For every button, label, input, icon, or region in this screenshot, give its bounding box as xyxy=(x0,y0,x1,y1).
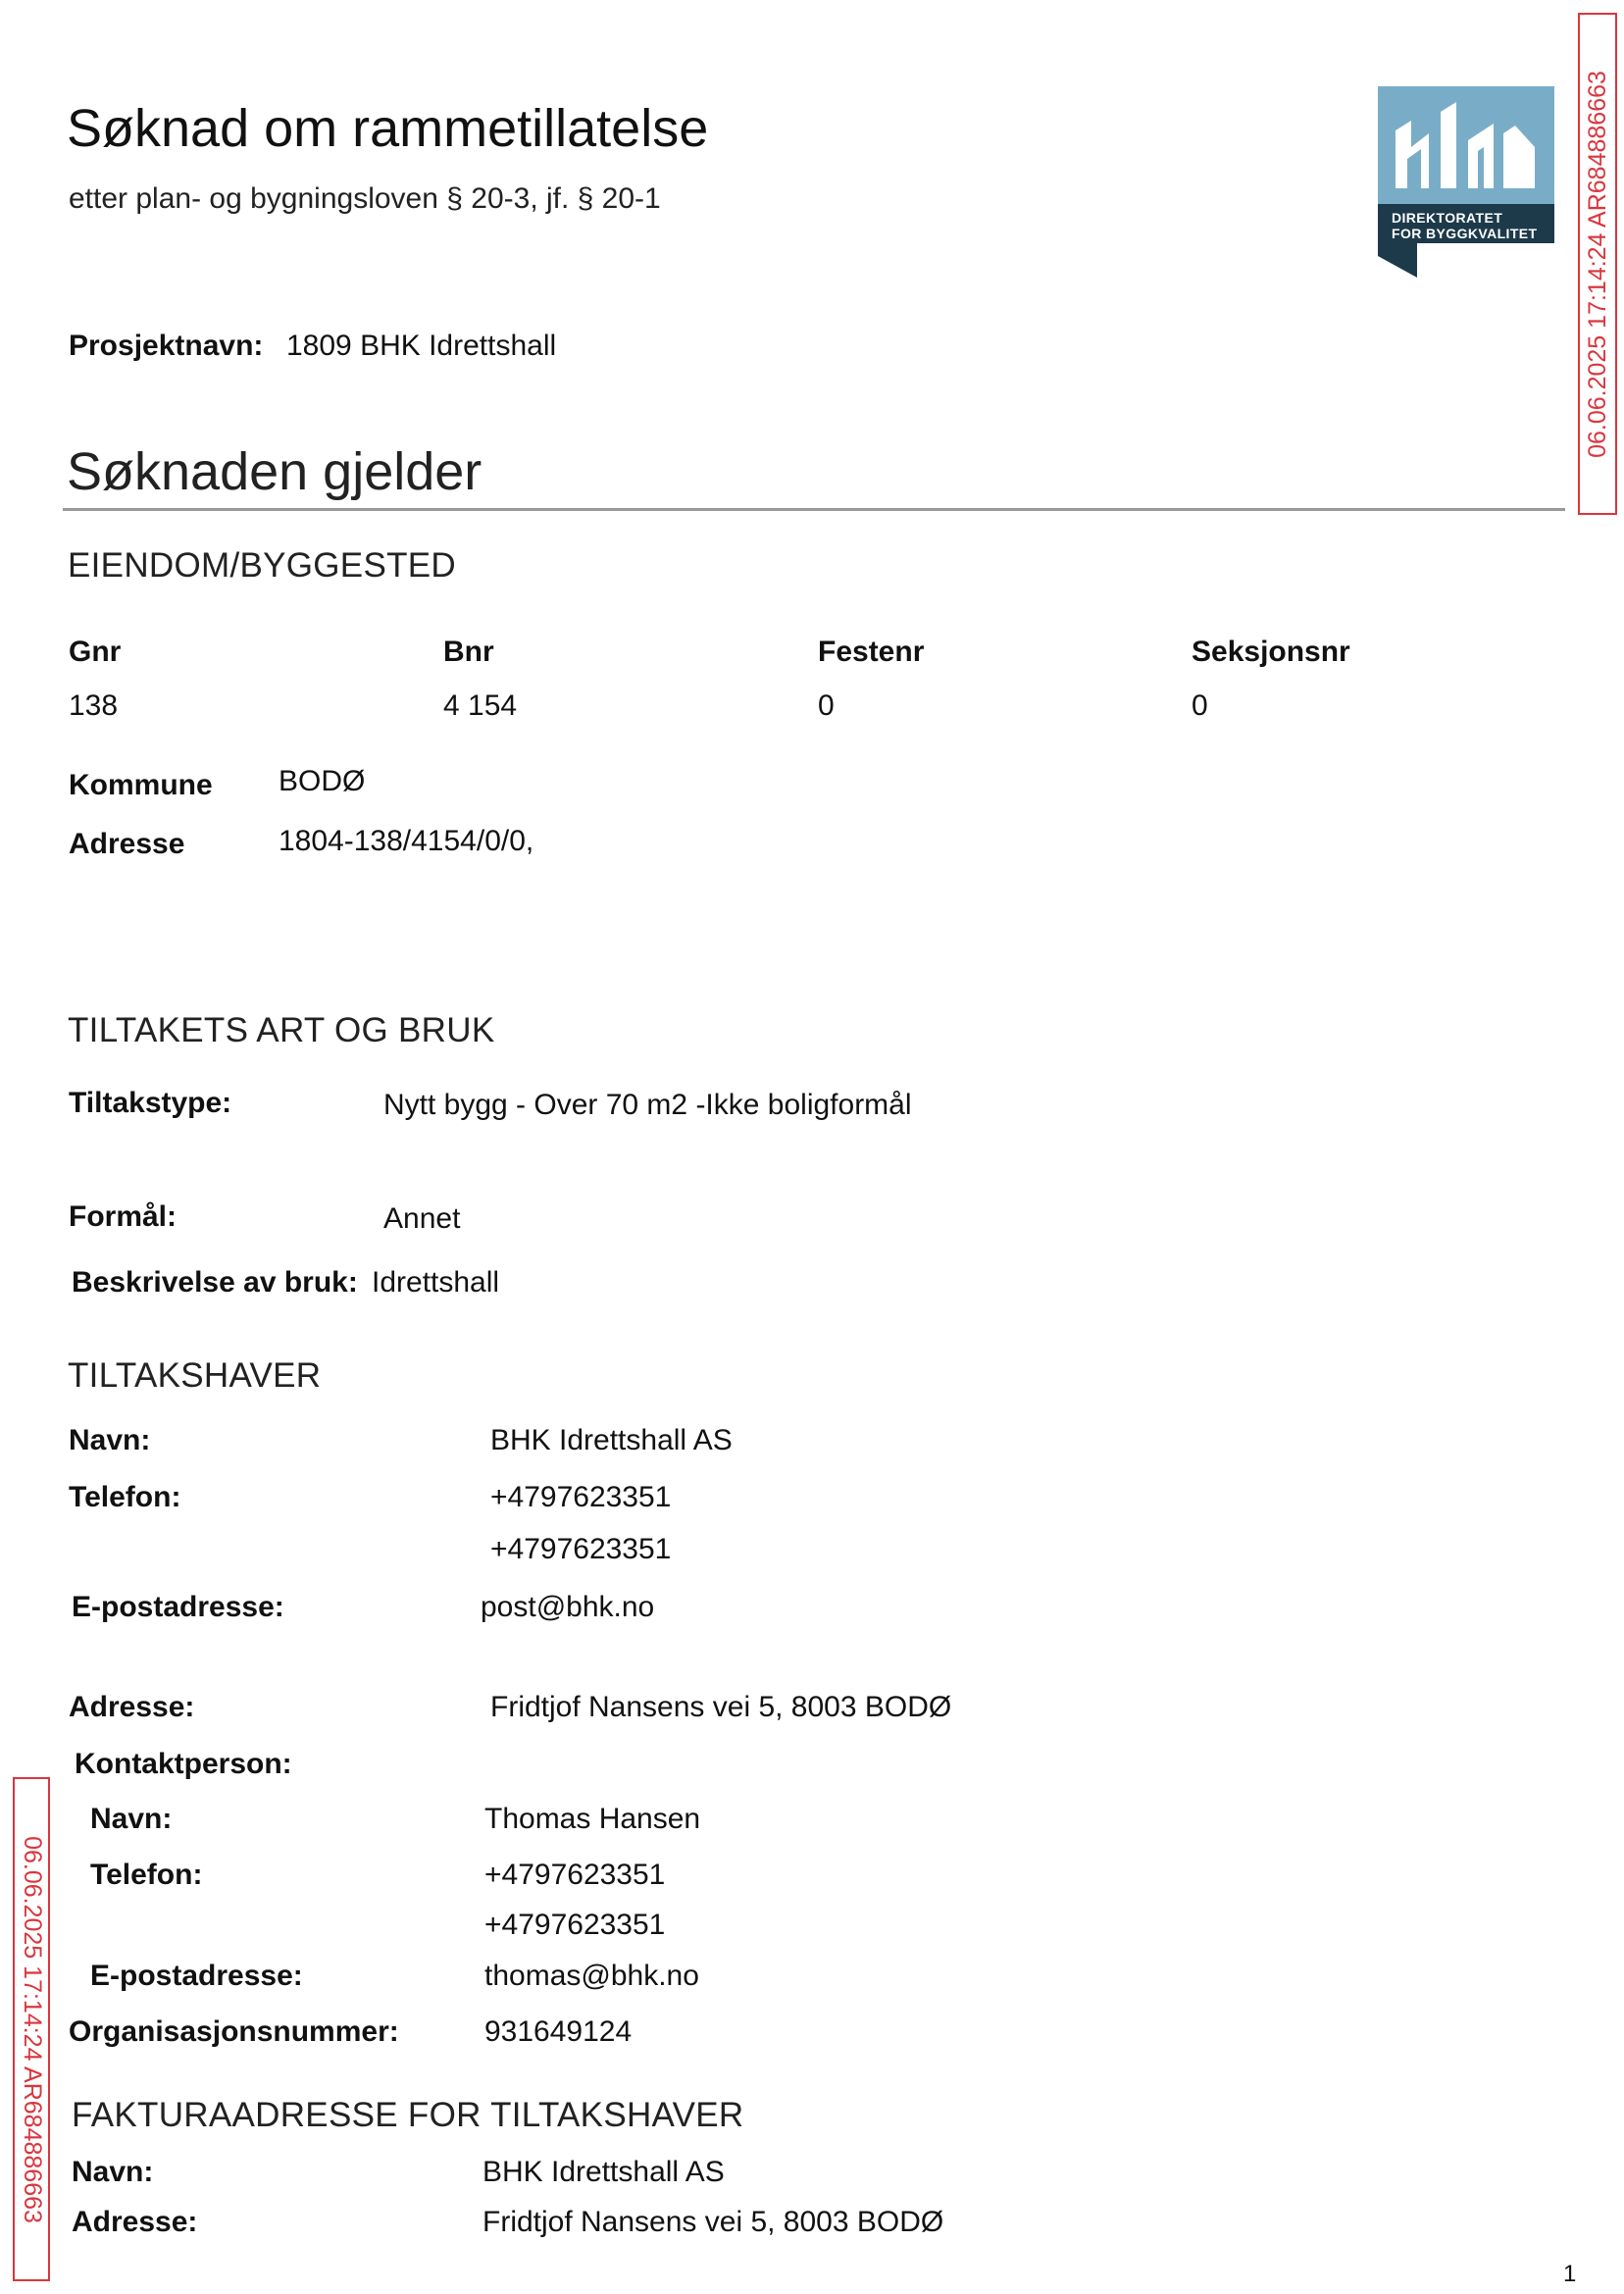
tiltakstype-value: Nytt bygg - Over 70 m2 -Ikke boligformål xyxy=(383,1089,912,1121)
kontaktperson-label: Kontaktperson: xyxy=(75,1748,292,1780)
faktura-adresse-value: Fridtjof Nansens vei 5, 8003 BODØ xyxy=(482,2206,944,2238)
gnr-value: 138 xyxy=(69,689,119,722)
kontakt-telefon-label: Telefon: xyxy=(90,1859,203,1891)
tiltakshaver-navn-label: Navn: xyxy=(69,1424,151,1456)
tiltakshaver-navn-value: BHK Idrettshall AS xyxy=(490,1424,733,1456)
kommune-label: Kommune xyxy=(69,769,213,801)
faktura-heading: FAKTURAADRESSE FOR TILTAKSHAVER xyxy=(72,2096,744,2134)
orgnr-value: 931649124 xyxy=(484,2015,633,2048)
faktura-adresse-label: Adresse: xyxy=(72,2206,198,2238)
tiltakstype-label: Tiltakstype: xyxy=(69,1087,232,1119)
date-stamp-right xyxy=(1578,13,1617,515)
document-subtitle: etter plan- og bygningsloven § 20-3, jf. § 20-1 xyxy=(69,182,661,215)
logo-graphic xyxy=(1378,86,1554,278)
kontakt-navn-label: Navn: xyxy=(90,1803,173,1835)
seksjonsnr-label: Seksjonsnr xyxy=(1192,636,1350,668)
tiltak-heading: TILTAKETS ART OG BRUK xyxy=(68,1011,495,1049)
bruk-label: Beskrivelse av bruk: xyxy=(72,1266,358,1299)
project-name-label: Prosjektnavn: xyxy=(69,330,264,362)
logo-text-line1: DIREKTORATET xyxy=(1392,210,1503,226)
document-title: Søknad om rammetillatelse xyxy=(67,99,709,158)
tiltakshaver-epost-label: E-postadresse: xyxy=(72,1591,284,1623)
bruk-value: Idrettshall xyxy=(372,1266,500,1299)
festenr-label: Festenr xyxy=(818,636,925,668)
festenr-value: 0 xyxy=(818,689,835,722)
property-heading: EIENDOM/BYGGESTED xyxy=(68,546,456,585)
orgnr-label: Organisasjonsnummer: xyxy=(69,2015,399,2048)
formal-value: Annet xyxy=(383,1202,461,1235)
kontakt-navn-value: Thomas Hansen xyxy=(484,1803,701,1835)
section-heading: Søknaden gjelder xyxy=(67,442,482,501)
tiltakshaver-telefon-1: +4797623351 xyxy=(490,1481,672,1513)
tiltakshaver-adresse-label: Adresse: xyxy=(69,1691,195,1723)
kontakt-epost-label: E-postadresse: xyxy=(90,1960,303,1992)
tiltakshaver-adresse-value: Fridtjof Nansens vei 5, 8003 BODØ xyxy=(490,1691,952,1723)
dibk-logo xyxy=(1378,86,1554,278)
seksjonsnr-value: 0 xyxy=(1192,689,1208,722)
page-number: 1 xyxy=(1563,2261,1577,2287)
kommune-value: BODØ xyxy=(279,765,366,797)
date-stamp-left xyxy=(13,1777,50,2281)
kontakt-epost-value: thomas@bhk.no xyxy=(484,1960,699,1992)
formal-label: Formål: xyxy=(69,1200,178,1233)
tiltakshaver-telefon-2: +4797623351 xyxy=(490,1533,672,1565)
section-divider xyxy=(63,508,1565,511)
bnr-value: 4 154 xyxy=(443,689,518,722)
faktura-navn-label: Navn: xyxy=(72,2156,154,2188)
tiltakshaver-heading: TILTAKSHAVER xyxy=(68,1356,322,1395)
bnr-label: Bnr xyxy=(443,636,494,668)
project-name-value: 1809 BHK Idrettshall xyxy=(286,330,557,362)
tiltakshaver-epost-value: post@bhk.no xyxy=(481,1591,655,1623)
faktura-navn-value: BHK Idrettshall AS xyxy=(482,2156,725,2188)
date-stamp-text: 06.06.2025 17:14:24 AR684886663 xyxy=(18,1835,46,2223)
date-stamp-text: 06.06.2025 17:14:24 AR684886663 xyxy=(1583,70,1611,458)
tiltakshaver-telefon-label: Telefon: xyxy=(69,1481,181,1513)
logo-text-line2: FOR BYGGKVALITET xyxy=(1392,226,1538,241)
kontakt-telefon-1: +4797623351 xyxy=(484,1859,666,1891)
adresse-label: Adresse xyxy=(69,828,185,860)
adresse-value: 1804-138/4154/0/0, xyxy=(279,825,534,857)
kontakt-telefon-2: +4797623351 xyxy=(484,1909,666,1941)
gnr-label: Gnr xyxy=(69,636,122,668)
